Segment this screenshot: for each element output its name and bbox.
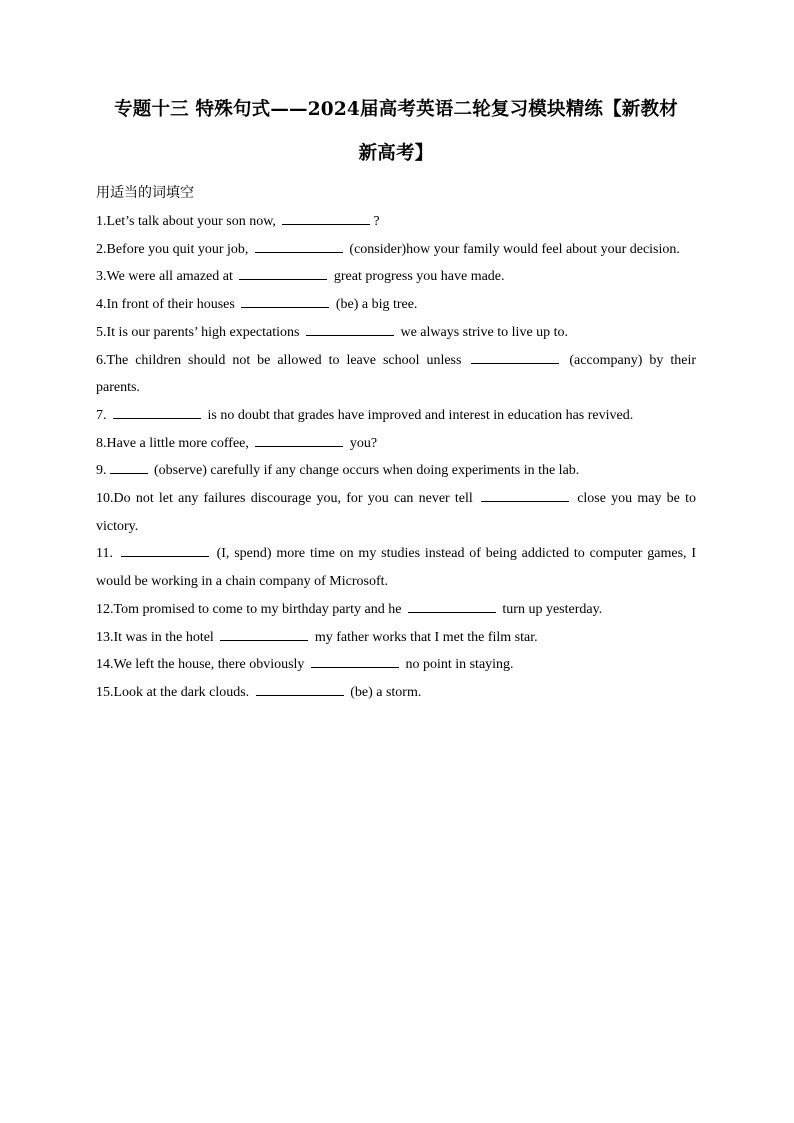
worksheet-title [96,88,696,176]
question-text: (observe) carefully if any change occurs when doing experiments in the lab. [150,463,580,479]
answer-blank[interactable] [241,293,329,308]
question-text: my father works that I met the film star. [311,629,538,645]
question-text: 14.We left the house, there obviously [96,657,308,673]
answer-blank[interactable] [255,432,343,447]
question-text: (I, spend) more time on my studies instead of being addicted to computer games, I would be working in a chain company of Microsoft. [96,546,697,590]
answer-blank[interactable] [121,542,209,557]
question-text: 8.Have a little more coffee, [96,435,253,451]
answer-blank[interactable] [113,404,201,419]
question-text: 3.We were all amazed at [96,269,237,285]
question-text: is no doubt that grades have improved and interest in education has revived. [204,407,634,423]
question-text: no point in staying. [401,657,514,673]
question-14 [96,651,696,679]
answer-blank[interactable] [255,238,343,253]
question-1 [96,208,696,236]
question-13 [96,624,696,652]
question-text: 11. [96,546,118,562]
question-text: (be) a big tree. [332,297,418,313]
question-text: 1.Let’s talk about your son now, [96,214,280,229]
question-text: 5.It is our parents’ high expectations [96,324,303,340]
question-text: 15.Look at the dark clouds. [96,684,253,700]
answer-blank[interactable] [408,598,496,613]
question-7 [96,402,696,430]
section-heading: 用适当的词填空 [96,185,194,201]
title-line-2: 新高考】 [358,143,434,164]
question-text: 12.Tom promised to come to my birthday party and he [96,601,405,617]
question-8 [96,430,696,458]
worksheet-page [96,88,696,707]
question-text: 6.The children should not be allowed to leave school unless [96,352,469,368]
answer-blank[interactable] [282,210,370,225]
question-text: 4.In front of their houses [96,297,239,313]
question-12 [96,596,696,624]
question-text: ? [373,214,380,229]
question-text: turn up yesterday. [498,601,603,617]
answer-blank[interactable] [471,349,559,364]
answer-blank[interactable] [256,681,344,696]
question-text: 2.Before you quit your job, [96,241,252,257]
question-6 [96,347,696,402]
answer-blank[interactable] [306,321,394,336]
question-text: 7. [96,407,110,423]
question-3 [96,263,696,291]
question-9 [96,457,696,485]
question-4 [96,291,696,319]
question-text: (be) a storm. [346,684,422,700]
answer-blank[interactable] [311,653,399,668]
question-text: close you may be to victory. [96,491,696,534]
question-11 [96,540,696,595]
question-text: 13.It was in the hotel [96,629,218,645]
question-text: (accompany) by their parents. [96,352,696,396]
question-list [96,208,696,707]
question-text: we always strive to live up to. [396,324,569,340]
title-line-1: 专题十三 特殊句式——2024届高考英语二轮复习模块精练【新教材 [114,99,678,120]
question-2 [96,236,696,264]
question-text: (consider)how your family would feel about your decision. [345,241,680,257]
question-text: great progress you have made. [330,269,505,285]
answer-blank[interactable] [239,265,327,280]
question-10 [96,485,696,540]
answer-blank[interactable] [481,487,569,502]
answer-blank[interactable] [110,459,148,474]
question-15 [96,679,696,707]
answer-blank[interactable] [220,626,308,641]
question-text: you? [346,435,378,451]
question-text: 9. [96,463,107,479]
question-text: 10.Do not let any failures discourage you, for you can never tell [96,491,478,507]
question-5 [96,319,696,347]
